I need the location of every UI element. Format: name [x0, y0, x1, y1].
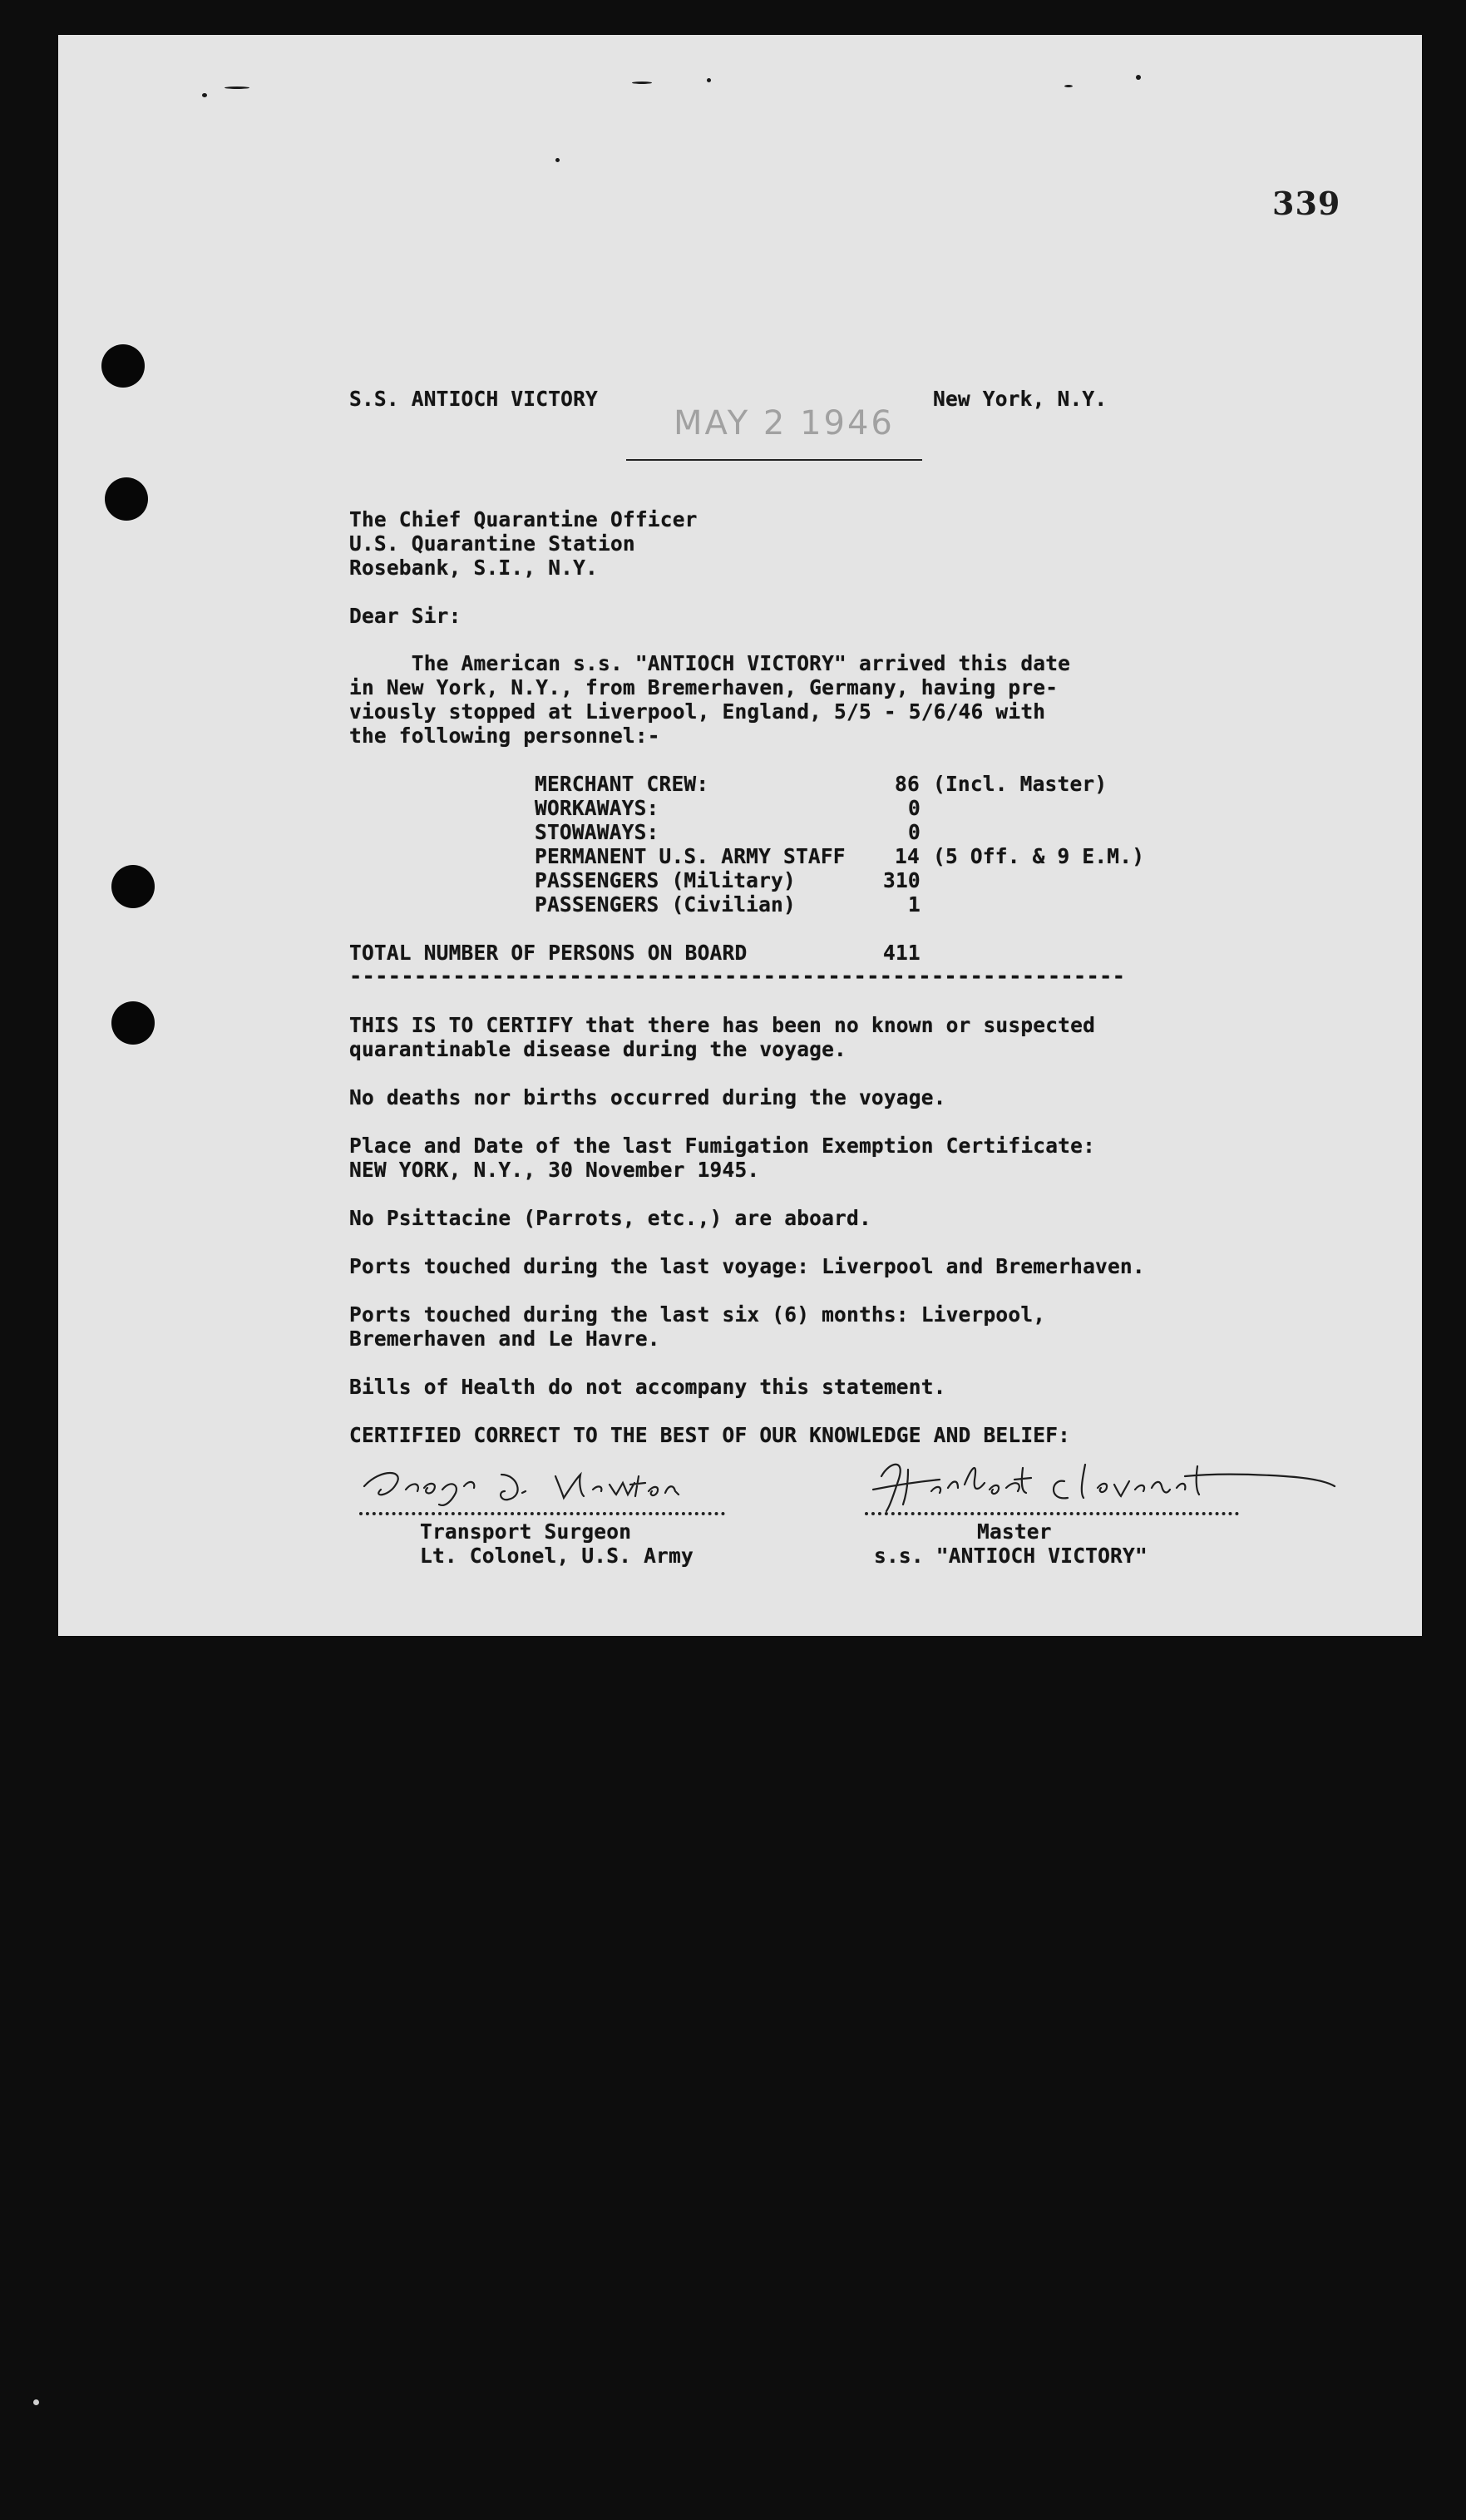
total-label: TOTAL NUMBER OF PERSONS ON BOARD — [349, 941, 748, 965]
personnel-count: 310 — [883, 868, 921, 892]
certify-line: quarantinable disease during the voyage. — [349, 1037, 847, 1061]
signature-line — [865, 1512, 1239, 1515]
addressee-line: U.S. Quarantine Station — [349, 531, 635, 556]
ports-six-months-line: Ports touched during the last six (6) months: Liverpool, — [349, 1302, 1046, 1327]
personnel-count: 86 — [895, 772, 920, 796]
date-underline — [626, 459, 922, 461]
personnel-count: 0 — [908, 796, 921, 820]
punch-hole — [111, 1001, 155, 1045]
personnel-label: STOWAWAYS: — [535, 820, 659, 844]
intro-line: viously stopped at Liverpool, England, 5/5 - 5/6/46 with — [349, 699, 1046, 724]
intro-line: The American s.s. "ANTIOCH VICTORY" arrived this date — [349, 651, 1071, 675]
master-signature — [856, 1451, 1339, 1518]
personnel-label: PASSENGERS (Civilian) — [535, 892, 796, 917]
intro-line: the following personnel:- — [349, 724, 660, 748]
personnel-count: 0 — [908, 820, 921, 844]
personnel-note: (5 Off. & 9 E.M.) — [933, 844, 1145, 868]
ports-voyage-line: Ports touched during the last voyage: Liverpool and Bremerhaven. — [349, 1254, 1145, 1278]
surgeon-title: Transport Surgeon — [420, 1519, 632, 1544]
personnel-label: WORKAWAYS: — [535, 796, 659, 820]
surgeon-signature — [356, 1460, 738, 1518]
signature-line — [359, 1512, 725, 1515]
deaths-births-line: No deaths nor births occurred during the voyage. — [349, 1085, 946, 1109]
surgeon-rank: Lt. Colonel, U.S. Army — [420, 1544, 694, 1568]
master-ship: s.s. "ANTIOCH VICTORY" — [874, 1544, 1148, 1568]
certify-line: THIS IS TO CERTIFY that there has been no known or suspected — [349, 1013, 1096, 1037]
salutation: Dear Sir: — [349, 604, 462, 628]
ports-six-months-line: Bremerhaven and Le Havre. — [349, 1327, 660, 1351]
psittacine-line: No Psittacine (Parrots, etc.,) are aboard. — [349, 1206, 871, 1230]
page-number: 339 — [1272, 185, 1341, 222]
personnel-count: 14 — [895, 844, 920, 868]
total-count: 411 — [883, 941, 921, 965]
place-heading: New York, N.Y. — [933, 387, 1108, 411]
divider-line: ------------------------------------------------------------ — [349, 964, 1126, 989]
personnel-label: MERCHANT CREW: — [535, 772, 709, 796]
personnel-note: (Incl. Master) — [933, 772, 1108, 796]
ship-heading: S.S. ANTIOCH VICTORY — [349, 387, 599, 411]
certified-correct-line: CERTIFIED CORRECT TO THE BEST OF OUR KNOWLEDGE AND BELIEF: — [349, 1423, 1071, 1447]
fumigation-line: NEW YORK, N.Y., 30 November 1945. — [349, 1158, 760, 1182]
bills-of-health-line: Bills of Health do not accompany this statement. — [349, 1375, 946, 1399]
punch-hole — [105, 477, 148, 521]
fumigation-line: Place and Date of the last Fumigation Exemption Certificate: — [349, 1134, 1096, 1158]
master-title: Master — [977, 1519, 1052, 1544]
intro-line: in New York, N.Y., from Bremerhaven, Germany, having pre- — [349, 675, 1059, 699]
received-date-stamp: MAY 2 1946 — [674, 404, 895, 442]
personnel-label: PERMANENT U.S. ARMY STAFF — [535, 844, 846, 868]
personnel-label: PASSENGERS (Military) — [535, 868, 796, 892]
personnel-count: 1 — [908, 892, 921, 917]
addressee-line: The Chief Quarantine Officer — [349, 507, 698, 531]
punch-hole — [101, 344, 145, 388]
punch-hole — [111, 865, 155, 908]
addressee-line: Rosebank, S.I., N.Y. — [349, 556, 599, 580]
